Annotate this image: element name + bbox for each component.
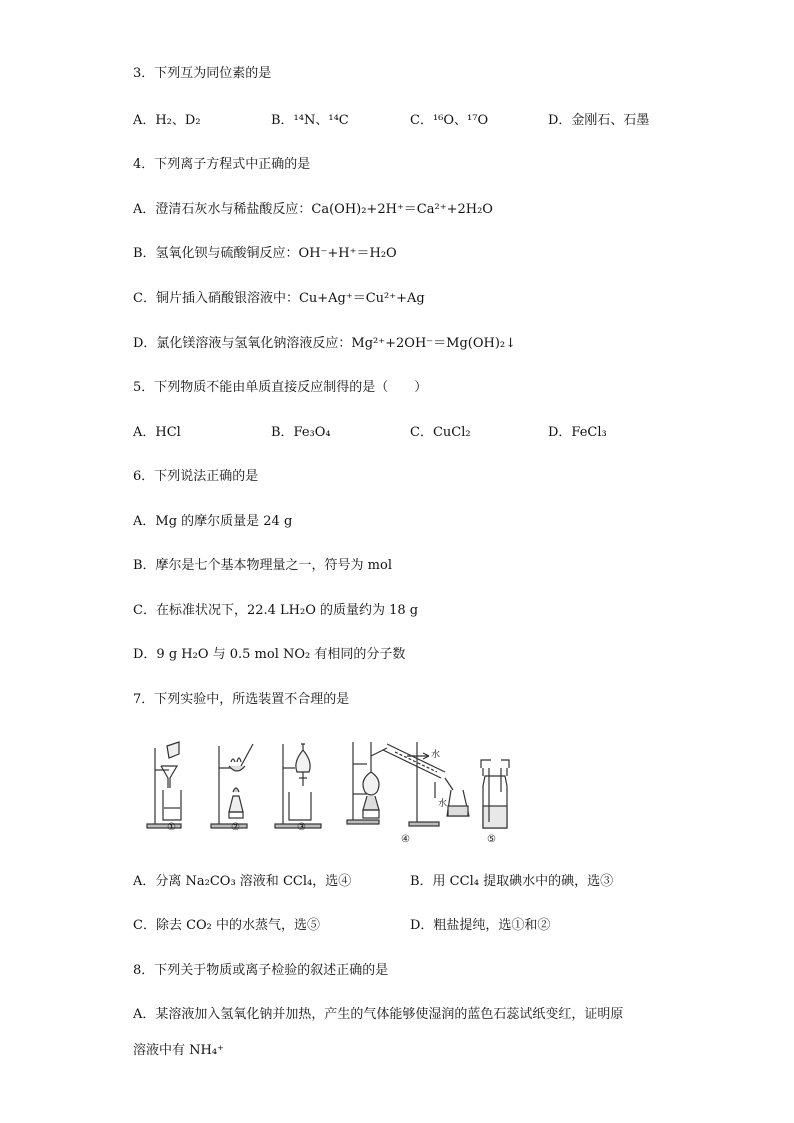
q4-stem: 4．下列离子方程式中正确的是 <box>133 157 311 172</box>
q6-option-a: A．Mg 的摩尔质量是 24 g <box>133 514 293 529</box>
distillation-apparatus <box>347 742 469 826</box>
q3-stem: 3．下列互为同位素的是 <box>133 66 272 81</box>
q4-option-c: C．铜片插入硝酸银溶液中：Cu+Ag⁺＝Cu²⁺+Ag <box>133 291 425 306</box>
water-label-bottom: 水 <box>438 799 448 809</box>
q3-option-d: D．金刚石、石墨 <box>548 113 650 128</box>
q6-option-b: B．摩尔是七个基本物理量之一，符号为 mol <box>133 558 392 573</box>
q5-option-a: A．HCl <box>133 425 181 440</box>
q4-option-b: B．氢氧化钡与硫酸铜反应：OH⁻+H⁺＝H₂O <box>133 246 397 261</box>
q6-option-c: C．在标准状况下，22.4 LH₂O 的质量约为 18 g <box>133 603 419 618</box>
q4-option-d: D．氯化镁溶液与氢氧化钠溶液反应：Mg²⁺+2OH⁻＝Mg(OH)₂↓ <box>133 336 517 351</box>
water-inlet-label-top: 水 <box>431 750 441 760</box>
q3-option-a: A．H₂、D₂ <box>133 113 201 128</box>
evaporation-apparatus <box>211 744 253 828</box>
figure-label-1: ① <box>167 822 176 833</box>
figure-label-3: ③ <box>297 822 306 833</box>
q7-option-b: B．用 CCl₄ 提取碘水中的碘，选③ <box>410 874 614 889</box>
q5-option-c: C．CuCl₂ <box>410 425 471 440</box>
q3-option-c: C．¹⁶O、¹⁷O <box>410 113 489 128</box>
q5-stem: 5．下列物质不能由单质直接反应制得的是（ ） <box>133 380 428 395</box>
q8-option-a-line1: A．某溶液加入氢氧化钠并加热，产生的气体能够使湿润的蓝色石蕊试纸变红，证明原 <box>133 1007 624 1022</box>
q7-option-c: C．除去 CO₂ 中的水蒸气，选⑤ <box>133 918 321 933</box>
q7-stem: 7．下列实验中，所选装置不合理的是 <box>133 692 350 707</box>
figure-label-4: ④ <box>401 834 410 845</box>
q7-option-d: D．粗盐提纯，选①和② <box>410 918 551 933</box>
q7-option-a: A．分离 Na₂CO₃ 溶液和 CCl₄，选④ <box>133 874 352 889</box>
q6-stem: 6．下列说法正确的是 <box>133 469 259 484</box>
separatory-funnel-apparatus <box>275 744 321 828</box>
figure-label-2: ② <box>231 822 240 833</box>
q8-option-a-line2: 溶液中有 NH₄⁺ <box>133 1043 224 1058</box>
q4-option-a: A．澄清石灰水与稀盐酸反应：Ca(OH)₂+2H⁺＝Ca²⁺+2H₂O <box>133 202 493 217</box>
gas-washing-bottle <box>481 760 509 828</box>
q8-stem: 8．下列关于物质或离子检验的叙述正确的是 <box>133 963 389 978</box>
q5-option-d: D．FeCl₃ <box>548 425 607 440</box>
figure-label-5: ⑤ <box>487 834 496 845</box>
q3-option-b: B．¹⁴N、¹⁴C <box>271 113 349 128</box>
apparatus-figure <box>145 738 530 850</box>
filtration-apparatus <box>147 742 181 828</box>
q6-option-d: D．9 g H₂O 与 0.5 mol NO₂ 有相同的分子数 <box>133 647 406 662</box>
q5-option-b: B．Fe₃O₄ <box>271 425 331 440</box>
